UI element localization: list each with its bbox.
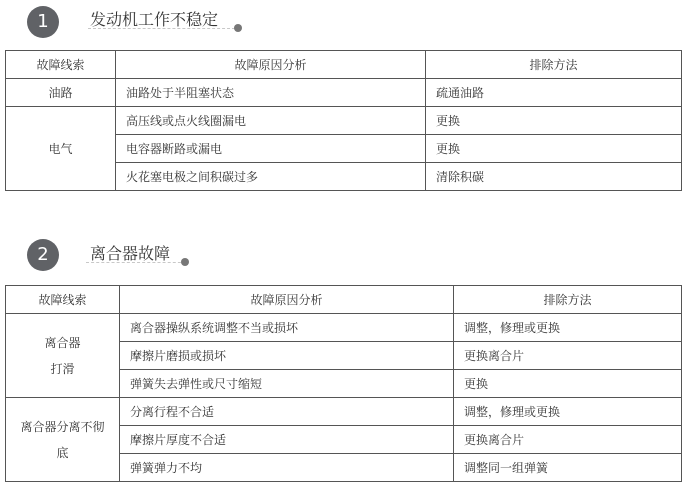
fault-clue-text: 电气 xyxy=(48,141,73,156)
cause-cell: 电容器断路或漏电 xyxy=(116,135,426,163)
fix-cell: 更换 xyxy=(426,135,682,163)
table-header-row xyxy=(6,286,682,314)
fault-clue-cell xyxy=(6,79,116,107)
cause-cell: 弹簧弹力不均 xyxy=(120,454,454,482)
section-1-fault-table xyxy=(5,50,682,191)
section-1-title: 发动机工作不稳定 xyxy=(90,10,219,29)
section-1-underline-dot xyxy=(234,24,242,32)
cause-cell: 摩擦片磨损或损坏 xyxy=(120,342,454,370)
header-cause-analysis: 故障原因分析 xyxy=(120,286,454,314)
header-cause-analysis: 故障原因分析 xyxy=(116,51,426,79)
cause-cell: 高压线或点火线圈漏电 xyxy=(116,107,426,135)
fix-cell: 清除积碳 xyxy=(426,163,682,191)
header-fault-clue: 故障线索 xyxy=(6,286,120,314)
fault-clue-cell xyxy=(6,314,120,398)
cause-cell: 离合器操纵系统调整不当或损坏 xyxy=(120,314,454,342)
cause-cell: 油路处于半阻塞状态 xyxy=(116,79,426,107)
fault-clue-text: 打滑 xyxy=(50,361,75,376)
section-2-title-underline xyxy=(86,262,186,263)
table-header-row xyxy=(6,51,682,79)
section-2-title: 离合器故障 xyxy=(90,244,171,263)
section-1-title-underline xyxy=(88,28,235,29)
fix-cell: 疏通油路 xyxy=(426,79,682,107)
table-row xyxy=(6,314,682,342)
header-fault-clue: 故障线索 xyxy=(6,51,116,79)
table-row xyxy=(6,107,682,135)
fix-cell: 调整，修理或更换 xyxy=(454,398,682,426)
table-row xyxy=(6,79,682,107)
cause-cell: 火花塞电极之间积碳过多 xyxy=(116,163,426,191)
fault-clue-text: 底 xyxy=(56,445,69,460)
section-2-number-badge: 2 xyxy=(27,239,59,271)
table-row xyxy=(6,398,682,426)
fault-clue-text: 油路 xyxy=(48,85,73,100)
section-2-header xyxy=(0,233,685,273)
cause-cell: 弹簧失去弹性或尺寸缩短 xyxy=(120,370,454,398)
section-1-header xyxy=(0,0,685,40)
fault-clue-cell xyxy=(6,107,116,191)
fix-cell: 更换离合片 xyxy=(454,342,682,370)
section-2-table-body xyxy=(6,286,682,482)
section-2-underline-dot xyxy=(181,258,189,266)
fault-clue-text: 离合器 xyxy=(44,335,81,350)
section-1-table-body xyxy=(6,51,682,191)
header-fix-method: 排除方法 xyxy=(454,286,682,314)
section-2-fault-table xyxy=(5,285,682,482)
header-fix-method: 排除方法 xyxy=(426,51,682,79)
fault-clue-text: 离合器分离不彻 xyxy=(20,419,105,434)
cause-cell: 摩擦片厚度不合适 xyxy=(120,426,454,454)
fix-cell: 更换 xyxy=(426,107,682,135)
cause-cell: 分离行程不合适 xyxy=(120,398,454,426)
section-1-number-badge: 1 xyxy=(27,6,59,38)
fix-cell: 调整同一组弹簧 xyxy=(454,454,682,482)
fix-cell: 更换 xyxy=(454,370,682,398)
fix-cell: 更换离合片 xyxy=(454,426,682,454)
fix-cell: 调整，修理或更换 xyxy=(454,314,682,342)
fault-clue-cell xyxy=(6,398,120,482)
